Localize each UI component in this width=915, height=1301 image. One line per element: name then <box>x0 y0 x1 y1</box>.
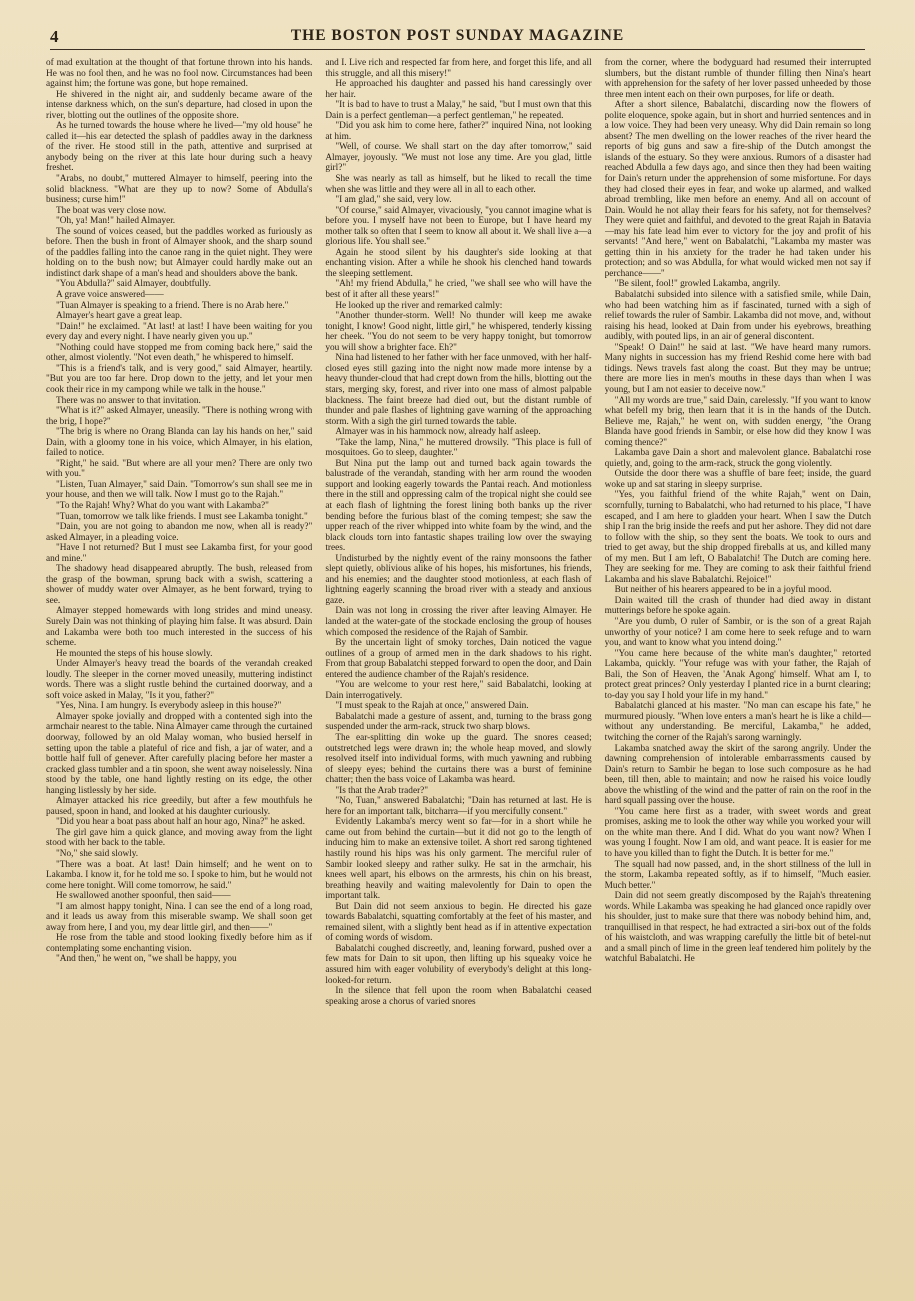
paragraph: But neither of his hearers appeared to be in a joyful mood. <box>614 585 832 596</box>
paragraph: "You are welcome to your rest here," said Babalatchi, looking at Dain interrogatively. <box>325 680 592 701</box>
paragraph: "Dain, you are not going to abandon me now, when all is ready?" asked Almayer, in a pleading voice. <box>46 522 313 543</box>
text-column-2 <box>325 58 591 1283</box>
paragraph: After a short silence, Babalatchi, discarding now the flowers of polite eloquence, spoke again, but in short and hurried sentences and in a low voice. They had been very uneasy. Why did Dain remain so long absent? The men dwelling on the lower reaches of the river heard the reports of big guns and saw a fire-ship of the Dutch amongst the islands of the estuary. So they were anxious. Rumors of a disaster had reached Abdulla a few days ago, and since then they had been waiting for Dain's return under the apprehension of some misfortune. For days they had closed their eyes in fear, and woke up alarmed, and walked abroad trembling, like men before an enemy. And all on account of Dain. Would he not allay their fears for his safety, not for themselves? They were quiet and faithful, and devoted to the great Rajah in Batavia—may his fate lead him ever to victory for the joy and profit of his servants! "And here," went on Babalatchi, "Lakamba my master was getting thin in his anxiety for the trader he had taken under his protection; and so was Abdulla, for what would wicked men not say if perchance——" <box>604 100 871 279</box>
paragraph: The shadowy head disappeared abruptly. The bush, released from the grasp of the bowman, sprung back with a swish, scattering a shower of muddy water over Almayer, as he bent forward, trying to see. <box>46 564 313 606</box>
paragraph: "Did you ask him to come here, father?" inquired Nina, not looking at him. <box>325 121 592 142</box>
paragraph: The boat was very close now. <box>56 205 166 216</box>
paragraph: Dain was not long in crossing the river after leaving Almayer. He landed at the water-gate of the stockade enclosing the group of houses which composed the residence of the Rajah of Sambir. <box>325 606 592 638</box>
paragraph: "Oh, ya! Man!" hailed Almayer. <box>56 216 176 227</box>
paragraph: "Of course," said Almayer, vivaciously, "you cannot imagine what is before you. I myself have not been to Europe, but I have heard my mother talk so often that I seem to know all about it. We shall live a—a glorious life. You shall see." <box>325 205 592 248</box>
paragraph: Babalatchi coughed discreetly, and, leaning forward, pushed over a few mats for Dain to sit upon, then lifting up his squeaky voice he assured him with eager volubility of everybody's delight at this long-looked-for return. <box>325 943 592 986</box>
paragraph: "Tuan Almayer is speaking to a friend. There is no Arab here." <box>56 300 289 311</box>
article-columns <box>46 58 871 1283</box>
paragraph: "Be silent, fool!" growled Lakamba, angrily. <box>614 279 781 290</box>
paragraph: The ear-splitting din woke up the guard. The snores ceased; outstretched legs were drawn in; the whole heap moved, and slowly resolved itself into individual forms, with much yawning and rubbing of sleepy eyes; behind the curtains there was a burst of feminine chatter; then the bass voice of Lakamba was heard. <box>325 733 592 786</box>
paragraph: Almayer's heart gave a great leap. <box>56 311 183 322</box>
paragraph: "The brig is where no Orang Blanda can lay his hands on her," said Dain, with a gloomy tone in his voice, which Almayer, in his elation, failed to notice. <box>46 427 313 459</box>
paragraph: "Nothing could have stopped me from coming back here," said the other, almost violently. "Not even death," he whispered to himself. <box>46 342 313 364</box>
paragraph: "Well, of course. We shall start on the day after tomorrow," said Almayer, joyously. "We must not lose any time. Are you glad, little girl?" <box>325 142 592 174</box>
paragraph: "No," she said slowly. <box>56 849 139 860</box>
paragraph: "Yes, you faithful friend of the white Rajah," went on Dain, scornfully, turning to Babalatchi, who had returned to his place, "I have escaped, and I am here to gladden your heart. When I saw the Dutch ship I ran the brig inside the reefs and put her ashore. They did not dare to follow with the ship, so they sent the boats. We took to ours and tried to get away, but the ship dropped fireballs at us, and killed many of my men. But I am left, O Babalatchi! The Dutch are coming here. They are seeking for me. They are coming to ask their faithful friend Lakamba and his slave Babalatchi. Rejoice!" <box>604 490 871 585</box>
paragraph: "Did you hear a boat pass about half an hour ago, Nina?" he asked. <box>56 817 305 828</box>
paragraph: "Listen, Tuan Almayer," said Dain. "Tomorrow's sun shall see me in your house, and then we will talk. Now I must go to the Rajah." <box>46 479 313 501</box>
paragraph: In the silence that fell upon the room when Babalatchi ceased speaking arose a chorus of varied snores <box>325 986 592 1007</box>
paragraph: Outside the door there was a shuffle of bare feet; inside, the guard woke up and sat staring in sleepy surprise. <box>604 469 871 490</box>
paragraph: But Dain did not seem anxious to begin. He directed his gaze towards Babalatchi, squatting comfortably at the feet of his master, and remained silent, with a slightly bent head as if in attentive expectation of coming words of wisdom. <box>325 901 592 944</box>
paragraph: from the corner, where the bodyguard had resumed their interrupted slumbers, but the distant rumble of thunder filling then Nina's heart with apprehension for the safety of her lover passed unheeded by those three men intent each on their own purposes, for life or death. <box>604 58 871 100</box>
paragraph: "Have I not returned? But I must see Lakamba first, for your good and mine." <box>46 543 313 564</box>
masthead: THE BOSTON POST SUNDAY MAGAZINE <box>290 27 625 44</box>
paragraph: The girl gave him a quick glance, and moving away from the light stood with her back to the table. <box>46 827 313 849</box>
paragraph: "No, Tuan," answered Babalatchi; "Dain has returned at last. He is here for an important talk, bitcharra—if you mercifully consent." <box>325 796 592 817</box>
paragraph: Almayer spoke jovially and dropped with a contented sigh into the armchair nearest to the table. Nina Almayer came through the curtained doorway, followed by an old Malay woman, who busied herself in setting upon the table a plateful of rice and fish, a jar of water, and a bottle half full of genever. After carefully placing before her master a cracked glass tumbler and a tin spoon, she went away noiselessly. Nina stood by the table, one hand lightly resting on its edge, the other hanging listlessly by her side. <box>46 711 313 796</box>
paragraph: The squall had now passed, and, in the short stillness of the lull in the storm, Lakamba repeated softly, as if to himself, "Much easier. Much better." <box>604 859 871 891</box>
paragraph: There was no answer to that invitation. <box>56 395 201 406</box>
paragraph: Under Almayer's heavy tread the boards of the verandah creaked loudly. The sleeper in the corner moved uneasily, muttering indistinct words. There was a slight rustle behind the curtained doorway, and a soft voice asked in Malay, "Is it you, father?" <box>46 659 313 701</box>
paragraph: "Arabs, no doubt," muttered Almayer to himself, peering into the solid blackness. "What are they up to now? Some of Abdulla's business; curse him!" <box>46 174 313 206</box>
paragraph: of mad exultation at the thought of that fortune thrown into his hands. He was no fool then, and he was no fool now. Circumstances had been against him; the fortune was gone, but hope remained. <box>46 58 313 90</box>
text-column-3 <box>605 58 871 1283</box>
paragraph: He rose from the table and stood looking fixedly before him as if contemplating some enchanting vision. <box>46 933 313 954</box>
paragraph: "This is a friend's talk, and is very good," said Almayer, heartily. "But you are too far here. Drop down to the jetty, and let your men cook their rice in my campong while we talk in the house." <box>46 363 313 395</box>
paragraph: "Yes, Nina. I am hungry. Is everybody asleep in this house?" <box>56 701 282 712</box>
paragraph: Again he stood silent by his daughter's side looking at that enchanting vision. After a while he shook his clenched hand towards the sleeping settlement. <box>325 247 592 279</box>
paragraph: "I must speak to the Rajah at once," answered Dain. <box>335 701 529 712</box>
paragraph: He approached his daughter and passed his hand caressingly over her hair. <box>325 79 592 100</box>
paragraph: "Are you dumb, O ruler of Sambir, or is the son of a great Rajah unworthy of your notice? I am come here to seek refuge and to warn you, and want to know what you intend doing." <box>604 616 871 649</box>
page-header <box>50 27 865 50</box>
paragraph: He swallowed another spoonful, then said—— <box>56 891 231 902</box>
paragraph: "Ah! my friend Abdulla," he cried, "we shall see who will have the best of it after all these years!" <box>325 279 592 301</box>
paragraph: Babalatchi glanced at his master. "No man can escape his fate," he murmured piously. "When love enters a man's heart he is like a child—without any understanding. Be merciful, Lakamba," he added, twitching the corner of the Rajah's sarong warningly. <box>604 701 871 743</box>
paragraph: and I. Live rich and respected far from here, and forget this life, and all this struggle, and all this misery!" <box>325 58 592 79</box>
paragraph: "It is bad to have to trust a Malay," he said, "but I must own that this Dain is a perfect gentleman—a perfect gentleman," he repeated. <box>325 100 592 121</box>
paragraph: "I am glad," she said, very low. <box>335 195 452 206</box>
paragraph: "To the Rajah! Why? What do you want with Lakamba?" <box>56 500 269 511</box>
paragraph: "Tuan, tomorrow we talk like friends. I must see Lakamba tonight." <box>56 511 308 522</box>
paragraph: "Is that the Arab trader?" <box>335 785 429 796</box>
paragraph: "Another thunder-storm. Well! No thunder will keep me awake tonight, I know! Good night, little girl," he whispered, tenderly kissing her cheek. "You do not seem to be very happy tonight, but tomorrow you will show a brighter face. Eh?" <box>325 311 592 353</box>
paragraph: A grave voice answered—— <box>56 290 164 301</box>
paragraph: Babalatchi subsided into silence with a satisfied smile, while Dain, who had been watching him as if fascinated, turned with a sigh of relief towards the ruler of Sambir. Lakamba did not move, and, without raising his head, looked at Dain from under his eyebrows, breathing audibly, with pouted lips, in an air of general discontent. <box>604 290 871 343</box>
paragraph: Lakamba snatched away the skirt of the sarong angrily. Under the dawning comprehension of intolerable embarrassments caused by Dain's return to Sambir he began to lose such composure as he had been, till then, able to maintain; and now he raised his voice loudly above the whistling of the wind and the patter of rain on the roof in the hard squall passing over the house. <box>604 743 871 807</box>
paragraph: Lakamba gave Dain a short and malevolent glance. Babalatchi rose quietly, and, going to the arm-rack, struck the gong violently. <box>604 448 871 469</box>
paragraph: As he turned towards the house where he lived—"my old house" he called it—his ear detected the splash of paddles away in the darkness of the river. He stood still in the path, attentive and surprised at anybody being on the river at this late hour during such a heavy freshet. <box>46 121 313 174</box>
paragraph: Almayer stepped homewards with long strides and mind uneasy. Surely Dain was not thinking of playing him false. It was absurd. Dain and Lakamba were both too much interested in the success of his scheme. <box>46 606 313 649</box>
paragraph: But Nina put the lamp out and turned back again towards the balustrade of the verandah, standing with her arm round the wooden support and looking eagerly towards the Pantai reach. And motionless there in the still and oppressing calm of the tropical night she could see at each flash of lightning the forest lining both banks up the river bending before the furious blast of the coming tempest; she saw the upper reach of the river whipped into white foam by the wind, and the black clouds torn into fantastic shapes trailing low over the swaying trees. <box>325 458 592 554</box>
paragraph: "Take the lamp, Nina," he muttered drowsily. "This place is full of mosquitoes. Go to sleep, daughter." <box>325 437 592 459</box>
paragraph: He looked up the river and remarked calmly: <box>335 300 503 311</box>
paragraph: He mounted the steps of his house slowly. <box>56 648 213 659</box>
text-column-1 <box>46 58 312 1283</box>
paragraph: "All my words are true," said Dain, carelessly. "If you want to know what befell my brig, then learn that it is in the hands of the Dutch. Believe me, Rajah," he went on, with sudden energy, "the Orang Blanda have good friends in Sambir, or else how did they know I was coming thence?" <box>604 395 871 448</box>
paragraph: The sound of voices ceased, but the paddles worked as furiously as before. Then the bush in front of Almayer shook, and the sharp sound of the paddles falling into the canoe rang in the quiet night. They were holding on to the bush now; but Almayer could hardly make out an indistinct dark shape of a man's head and shoulders above the bank. <box>46 226 313 279</box>
paragraph: "Dain!" he exclaimed. "At last! at last! I have been waiting for you every day and every night. I have nearly given you up." <box>46 321 313 343</box>
paragraph: Nina had listened to her father with her face unmoved, with her half-closed eyes still gazing into the night now made more intense by a heavy thunder-cloud that had crept down from the hills, blotting out the stars, merging sky, forest, and river into one mass of almost palpable blackness. The faint breeze had died out, but the distant rumble of thunder and pale flashes of lightning gave warning of the approaching storm. With a sigh the girl turned towards the table. <box>325 353 592 427</box>
paragraph: She was nearly as tall as himself, but he liked to recall the time when she was little and they were all in all to each other. <box>325 174 592 195</box>
paragraph: By the uncertain light of smoky torches, Dain noticed the vague outlines of a group of armed men in the dark shadows to his right. From that group Babalatchi stepped forward to open the door, and Dain entered the audience chamber of the Rajah's residence. <box>325 638 592 680</box>
paragraph: "Right," he said. "But where are all your men? There are only two with you." <box>46 458 313 480</box>
paragraph: Almayer attacked his rice greedily, but after a few mouthfuls he paused, spoon in hand, and looked at his daughter curiously. <box>46 796 313 817</box>
paragraph: "You came here first as a trader, with sweet words and great promises, asking me to look the other way while you worked your will on the white man there. And I did. What do you want now? When I was young I fought. Now I am old, and want peace. It is easier for me to have you killed than to fight the Dutch. It is better for me." <box>604 806 871 860</box>
paragraph: Undisturbed by the nightly event of the rainy monsoons the father slept quietly, oblivious alike of his hopes, his misfortunes, his friends, and his enemies; and the daughter stood motionless, at each flash of lightning eagerly scanning the broad river with a steady and anxious gaze. <box>325 553 592 606</box>
paragraph: "And then," he went on, "we shall be happy, you <box>56 954 237 965</box>
page-number: 4 <box>50 27 59 46</box>
paragraph: "You came here because of the white man's daughter," retorted Lakamba, quickly. "Your refuge was with your father, the Rajah of Bali, the Son of Heaven, the 'Anak Agong' himself. What am I, to protect great princes? Only yesterday I planted rice in a burnt clearing; to-day you say I hold your life in my hand." <box>604 648 871 701</box>
paragraph: "There was a boat. At last! Dain himself; and he went on to Lakamba. I know it, for he told me so. I spoke to him, but he would not come here tonight. Will come tomorrow, he said." <box>46 859 313 891</box>
paragraph: Dain waited till the crash of thunder had died away in distant mutterings before he spoke again. <box>604 595 871 617</box>
paragraph: Babalatchi made a gesture of assent, and, turning to the brass gong suspended under the arm-rack, struck two sharp blows. <box>325 711 592 733</box>
paragraph: He shivered in the night air, and suddenly became aware of the intense darkness which, on the sun's departure, had closed in upon the river, blotting out the outlines of the opposite shore. <box>46 89 313 121</box>
paragraph: "Speak! O Dain!" he said at last. "We have heard many rumors. Many nights in succession has my friend Reshid come here with bad tidings. News travels fast along the coast. But they may be untrue; there are more lies in men's mouths in these days than when I was young, but I am not easier to deceive now." <box>604 342 871 395</box>
paragraph: Almayer was in his hammock now, already half asleep. <box>335 427 541 438</box>
paragraph: "What is it?" asked Almayer, uneasily. "There is nothing wrong with the brig, I hope?" <box>46 406 313 427</box>
paragraph: "You Abdulla?" said Almayer, doubtfully. <box>56 279 211 290</box>
paragraph: "I am almost happy tonight, Nina. I can see the end of a long road, and it leads us away from this miserable swamp. We shall soon get away from here, I and you, my dear little girl, and then——" <box>46 901 313 933</box>
paragraph: Evidently Lakamba's mercy went so far—for in a short while he came out from behind the curtain—but it did not go to the length of inducing him to make an extensive toilet. A short red sarong tightened hastily round his hips was his only garment. The merciful ruler of Sambir looked sleepy and rather sulky. He sat in the armchair, his knees well apart, his elbows on the armrests, his chin on his breast, breathing heavily and waiting malevolently for Dain to open the important talk. <box>325 817 592 902</box>
paragraph: Dain did not seem greatly discomposed by the Rajah's threatening words. While Lakamba was speaking he had glanced once rapidly over his shoulder, just to make sure that there was nobody behind him, and, tranquillised in that respect, he had extracted a siri-box out of the folds of his waistcloth, and was wrapping carefully the little bit of betel-nut and a small pinch of lime in the green leaf tendered him politely by the watchful Babalatchi. He <box>604 891 871 965</box>
